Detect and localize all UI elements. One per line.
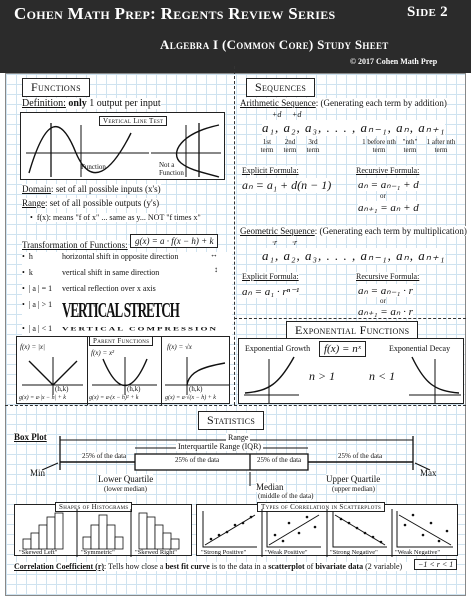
- arith-line: Arithmetic Sequence: (Generating each term by addition): [240, 98, 447, 108]
- pct-label: 25% of the data: [338, 452, 383, 460]
- range-label: Range: [22, 198, 45, 208]
- vlt-title: Vertical Line Test: [99, 116, 167, 126]
- uq-label: Upper Quartile: [326, 474, 381, 484]
- arith-rec2: aₙ₊₁ = aₙ + d: [358, 202, 419, 214]
- or-label: or: [380, 192, 386, 200]
- term-label: "nth" term: [402, 138, 418, 154]
- term-label: 1 before nth term: [362, 138, 396, 154]
- cc-bold: scatterplot: [268, 562, 305, 571]
- exp-formula: f(x) = nˣ: [319, 341, 366, 357]
- parent-quad-transform: g(x) = a·(x − h)² + k: [89, 395, 139, 401]
- cc-label: Correlation Coefficient (r): [14, 562, 105, 571]
- scatterplot-box: [196, 504, 458, 556]
- hist-title: Shapes of Histograms: [55, 502, 132, 512]
- definition-bold: only: [68, 98, 87, 109]
- pct-label: 25% of the data: [257, 456, 302, 464]
- growth-label: Exponential Growth: [245, 344, 311, 353]
- term-label: 1 after nth term: [426, 138, 456, 154]
- times-r-label: ·r: [272, 238, 278, 247]
- n-less: n < 1: [369, 369, 396, 383]
- definition-label: Definition:: [22, 98, 66, 109]
- cc-text: is to the data in a: [209, 562, 269, 571]
- vertex-label: (h,k): [55, 385, 69, 393]
- geo-explicit: aₙ = a₁ · rⁿ⁻¹: [242, 286, 300, 298]
- parent-sqrt-transform: g(x) = a·√(x − h) + k: [165, 395, 216, 401]
- domain-text: : set of all possible inputs (x's): [51, 184, 161, 194]
- cc-bold: bivariate data: [315, 562, 364, 571]
- cc-text: : Tells how close a: [104, 562, 166, 571]
- arith-rec1: aₙ = aₙ₋₁ + d: [358, 179, 419, 191]
- uq-sub: (upper median): [332, 485, 375, 493]
- pct-label: 25% of the data: [175, 456, 220, 464]
- geo-rec2: aₙ₊₁ = aₙ · r: [358, 306, 413, 318]
- fx-text: f(x): means "f of x" ... same as y... NOT "f times x": [36, 213, 201, 222]
- function-label: Function: [81, 163, 106, 171]
- parent-abs-transform: g(x) = a·|x − h| + k: [19, 395, 66, 401]
- header-title: Cohen Math Prep: Regents Review Series: [14, 4, 336, 23]
- arith-recursive-label: Recursive Formula:: [356, 166, 420, 175]
- plus-d-label: +d: [272, 110, 282, 119]
- hist-right: "Skewed Right": [135, 549, 177, 556]
- geo-recursive-label: Recursive Formula:: [356, 272, 420, 281]
- lq-sub: (lower median): [104, 485, 147, 493]
- header-copyright: © 2017 Cohen Math Prep: [350, 57, 438, 66]
- transform-row: • | a | > 1 VERTICAL STRETCH: [22, 300, 232, 324]
- header-side: Side 2: [407, 4, 448, 20]
- cc-range: −1 < r < 1: [414, 559, 457, 570]
- vertex-label: (h,k): [127, 385, 141, 393]
- sequences-heading: Sequences: [246, 78, 315, 97]
- cc-text: (2 variable): [363, 562, 403, 571]
- vertex-label: (h,k): [189, 385, 203, 393]
- decay-label: Exponential Decay: [389, 344, 451, 353]
- vertical-arrow-icon: ↕: [214, 265, 218, 274]
- iqr-label: Interquartile Range (IQR): [178, 442, 262, 451]
- domain-label: Domain: [22, 184, 51, 194]
- fx-note: • f(x): means "f of x" ... same as y... NOT "f times x": [30, 213, 201, 222]
- arith-terms: a₁, a₂, a₃, . . . , aₙ₋₁, aₙ, aₙ₊₁: [262, 120, 446, 135]
- geo-line: Geometric Sequence: (Generating each term by multiplication): [240, 226, 467, 236]
- times-r-label: ·r: [292, 238, 298, 247]
- range-label: Range: [228, 433, 249, 442]
- parent-functions-title: Parent Functions: [89, 336, 153, 346]
- arith-explicit: aₙ = a₁ + d(n − 1): [242, 178, 332, 192]
- hist-left: "Skewed Left": [19, 549, 58, 556]
- horizontal-arrow-icon: ↔: [210, 250, 218, 259]
- max-label: Max: [420, 468, 437, 478]
- functions-heading: Functions: [22, 78, 90, 97]
- transform-row: • k vertical shift in same direction ↕: [22, 268, 232, 284]
- boxplot-label: Box Plot: [14, 432, 47, 442]
- corr-strong-pos: "Strong Positive": [201, 549, 247, 556]
- cc-text: of: [304, 562, 316, 571]
- term-label: 2nd term: [283, 138, 297, 154]
- statistics-heading: Statistics: [198, 411, 264, 430]
- parent-abs: f(x) = |x|: [20, 343, 45, 351]
- transform-label: Transformation of Functions:: [22, 240, 128, 250]
- corr-weak-pos: "Weak Positive": [265, 549, 308, 556]
- parent-sqrt: f(x) = √x: [167, 343, 192, 351]
- exponential-heading: Exponential Functions: [286, 321, 418, 340]
- definition-text: 1 output per input: [89, 98, 161, 109]
- pct-label: 25% of the data: [82, 452, 127, 460]
- hist-sym: "Symmetric": [81, 549, 115, 556]
- min-label: Min: [30, 468, 46, 478]
- cc-bold: best fit curve: [165, 562, 210, 571]
- transform-row: • h horizontal shift in opposite direction ↔: [22, 252, 232, 268]
- term-label: 3rd term: [306, 138, 320, 154]
- median-sub: (middle of the data): [258, 492, 314, 500]
- geo-explicit-label: Explicit Formula:: [242, 272, 299, 281]
- not-function-label: Not a Function: [159, 161, 184, 177]
- n-greater: n > 1: [309, 369, 336, 383]
- correlation-coefficient: [14, 562, 414, 571]
- geo-terms: a₁, a₂, a₃, . . . , aₙ₋₁, aₙ, aₙ₊₁: [262, 248, 446, 263]
- corr-title: Types of Correlation in Scatterplots: [257, 502, 385, 512]
- transform-formula: g(x) = a · f(x − h) + k: [130, 234, 218, 248]
- corr-strong-neg: "Strong Negative": [330, 549, 378, 556]
- plus-d-label: +d: [292, 110, 302, 119]
- corr-weak-neg: "Weak Negative": [395, 549, 441, 556]
- transform-row: • | a | = 1 vertical reflection over x axis: [22, 284, 232, 300]
- transform-row: • | a | < 1 VERTICAL COMPRESSION: [22, 324, 232, 338]
- lq-label: Lower Quartile: [98, 474, 154, 484]
- histogram-box: [14, 504, 192, 556]
- vertical-compression-text: VERTICAL COMPRESSION: [62, 326, 218, 332]
- median-label: Median: [256, 482, 284, 492]
- geo-rec1: aₙ = aₙ₋₁ · r: [358, 285, 413, 297]
- arith-explicit-label: Explicit Formula:: [242, 166, 299, 175]
- vertical-stretch-text: VERTICAL STRETCH: [62, 298, 179, 322]
- parent-quad: f(x) = x²: [91, 349, 115, 357]
- header-subtitle: Algebra I (Common Core) Study Sheet: [160, 37, 389, 52]
- or-label: or: [380, 297, 386, 305]
- range-text: : set of all possible outputs (y's): [45, 198, 160, 208]
- term-label: 1st term: [260, 138, 274, 154]
